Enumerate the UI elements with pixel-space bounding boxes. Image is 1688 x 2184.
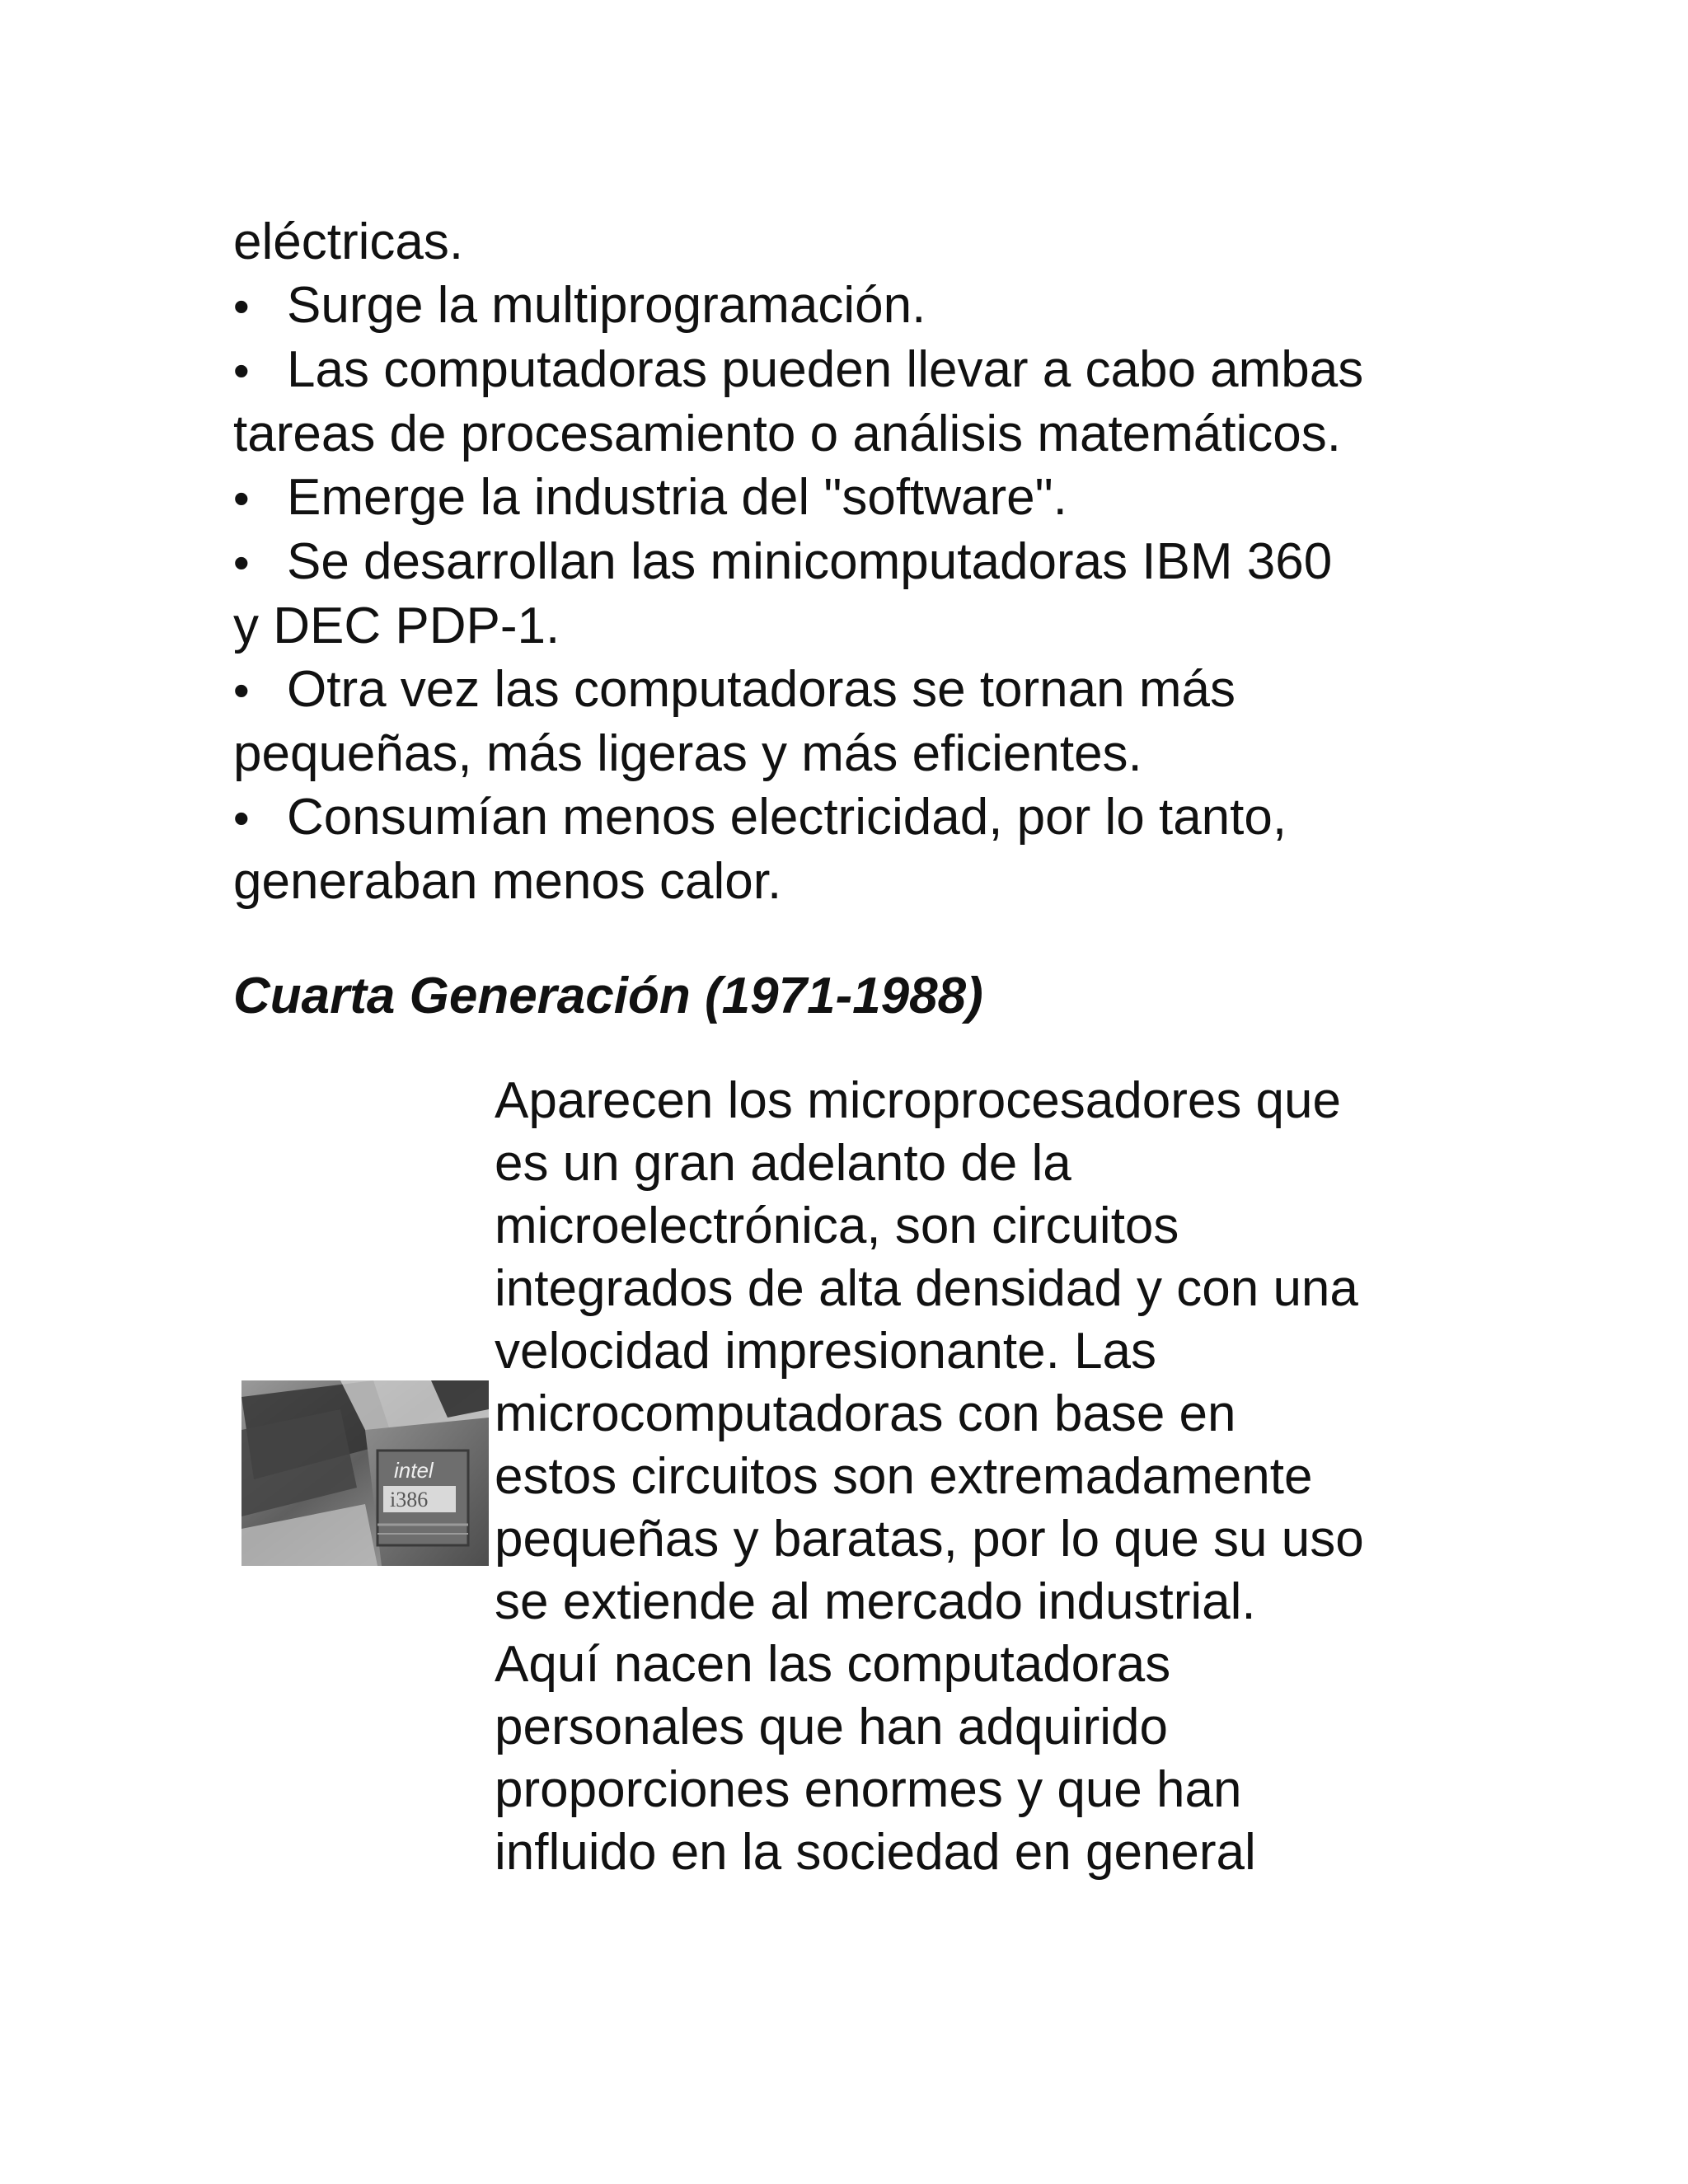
bullet-item: • Se desarrollan las minicomputadoras IBM 360	[233, 530, 1470, 594]
paragraph-line: se extiende al mercado industrial.	[495, 1573, 1256, 1630]
section-paragraph	[495, 1070, 1442, 1884]
microprocessor-chip-icon	[241, 1380, 489, 1566]
paragraph-line: pequeñas y baratas, por lo que su uso	[495, 1511, 1364, 1568]
continuation-line: eléctricas.	[233, 213, 464, 270]
paragraph-line: Aparecen los microprocesadores que	[495, 1072, 1341, 1129]
bullet-item: • Otra vez las computadoras se tornan más	[233, 658, 1470, 722]
bullet-item: • Las computadoras pueden llevar a cabo ambas	[233, 338, 1470, 402]
bullet-item-continuation: pequeñas, más ligeras y más eficientes.	[233, 725, 1142, 782]
bullet-item-continuation: tareas de procesamiento o análisis matemáticos.	[233, 405, 1341, 462]
chip-model-text: i386	[390, 1488, 429, 1511]
chip-logo-text: intel	[394, 1458, 434, 1483]
bullet-item: • Emerge la industria del "software".	[233, 466, 1470, 530]
microprocessor-photo	[241, 1380, 489, 1566]
paragraph-line: personales que han adquirido	[495, 1699, 1168, 1755]
paragraph-line: influido en la sociedad en general	[495, 1824, 1256, 1881]
bullet-item-continuation: generaban menos calor.	[233, 853, 782, 910]
paragraph-line: estos circuitos son extremadamente	[495, 1448, 1313, 1505]
paragraph-line: microelectrónica, son circuitos	[495, 1197, 1179, 1254]
paragraph-line: es un gran adelanto de la	[495, 1135, 1071, 1192]
bullet-item: • Consumían menos electricidad, por lo tanto,	[233, 785, 1470, 850]
paragraph-line: integrados de alta densidad y con una	[495, 1260, 1358, 1317]
section-heading: Cuarta Generación (1971-1988)	[233, 968, 983, 1024]
paragraph-line: velocidad impresionante. Las	[495, 1323, 1157, 1380]
generation-features-block	[233, 210, 1470, 913]
paragraph-line: microcomputadoras con base en	[495, 1385, 1236, 1442]
bullet-item: • Surge la multiprogramación.	[233, 274, 1470, 338]
bullet-item-continuation: y DEC PDP-1.	[233, 598, 560, 654]
paragraph-line: proporciones enormes y que han	[495, 1761, 1242, 1818]
paragraph-line: Aquí nacen las computadoras	[495, 1636, 1171, 1693]
